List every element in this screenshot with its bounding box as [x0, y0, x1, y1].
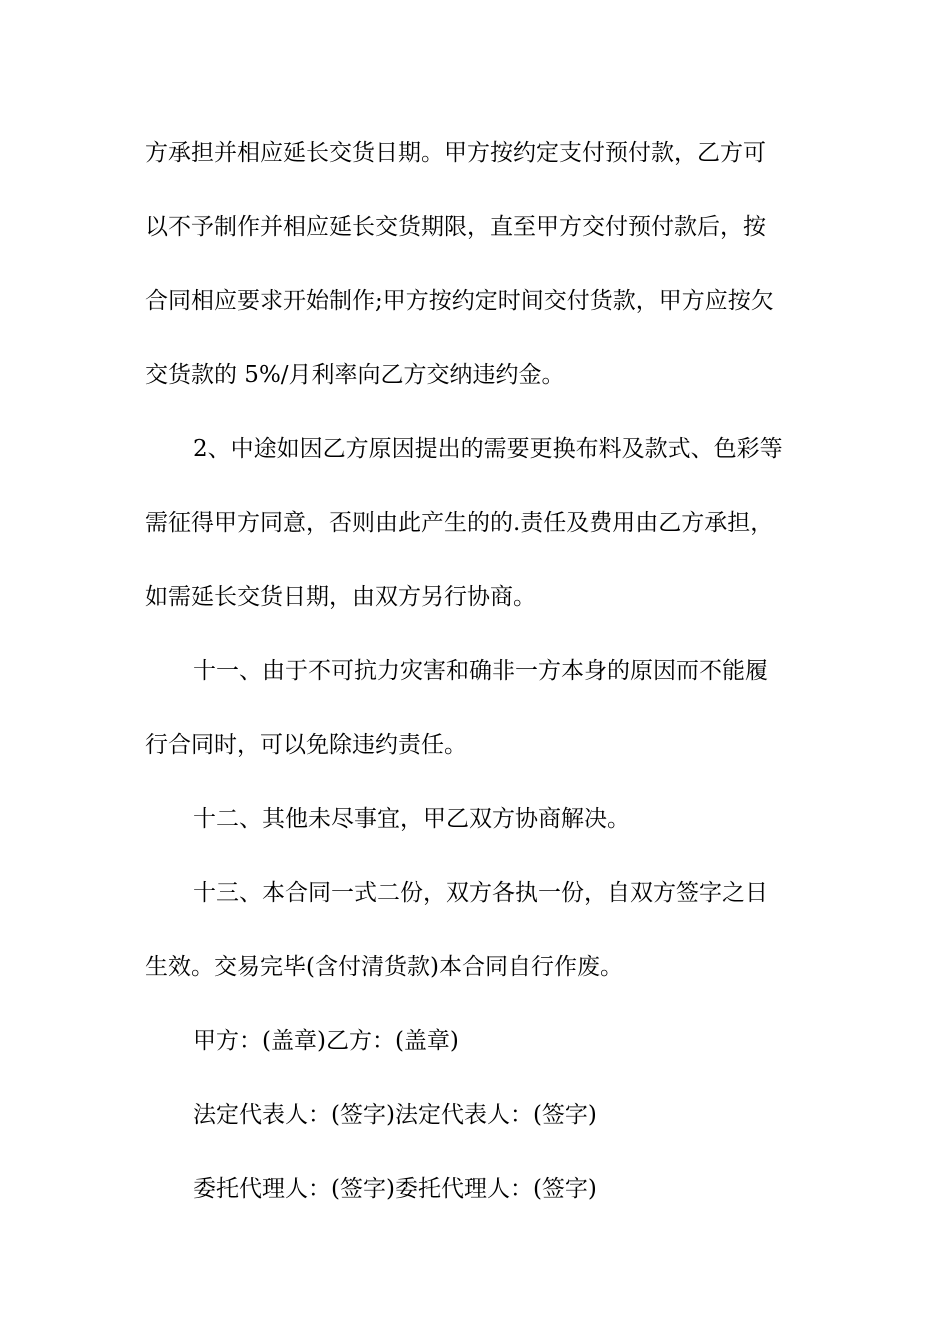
body-line-1: 方承担并相应延长交货日期。甲方按约定支付预付款，乙方可: [145, 140, 766, 166]
clause-13-line-1: 十三、本合同一式二份，双方各执一份，自双方签字之日: [193, 880, 768, 906]
clause-13-line-2: 生效。交易完毕(含付清货款)本合同自行作废。: [145, 954, 623, 980]
body-line-4: 交货款的 5%/月利率向乙方交纳违约金。: [145, 362, 565, 388]
signature-party-line: 甲方：(盖章)乙方：(盖章): [193, 1028, 459, 1054]
signature-legal-rep-line: 法定代表人：(签字)法定代表人：(签字): [193, 1102, 597, 1128]
body-line-3: 合同相应要求开始制作;甲方按约定时间交付货款，甲方应按欠: [145, 288, 774, 314]
signature-agent-line: 委托代理人：(签字)委托代理人：(签字): [193, 1176, 597, 1202]
clause-2-line-2: 需征得甲方同意，否则由此产生的的.责任及费用由乙方承担，: [145, 510, 774, 536]
clause-2-line-1: 2、中途如因乙方原因提出的需要更换布料及款式、色彩等: [193, 436, 783, 462]
clause-2-line-3: 如需延长交货日期，由双方另行协商。: [145, 584, 536, 610]
clause-11-line-2: 行合同时，可以免除违约责任。: [145, 732, 467, 758]
clause-12-line-1: 十二、其他未尽事宜，甲乙双方协商解决。: [193, 806, 630, 832]
clause-11-line-1: 十一、由于不可抗力灾害和确非一方本身的原因而不能履: [193, 658, 768, 684]
body-line-2: 以不予制作并相应延长交货期限，直至甲方交付预付款后，按: [145, 214, 766, 240]
